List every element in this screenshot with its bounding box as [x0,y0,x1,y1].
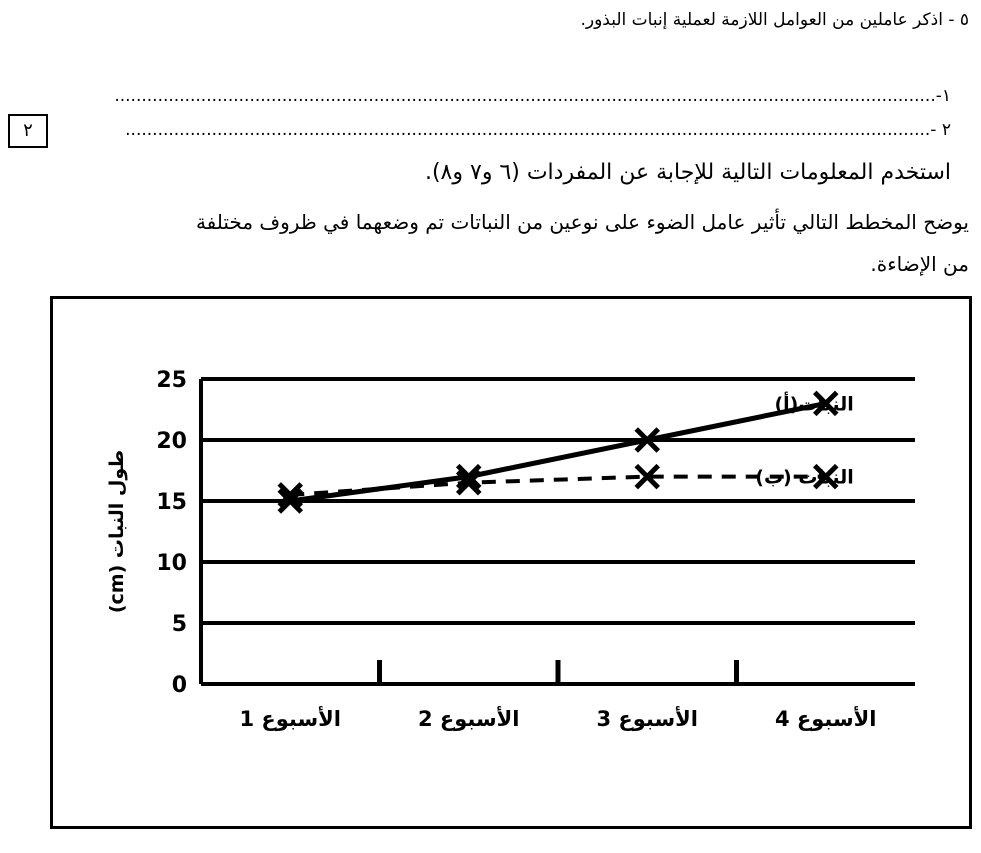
y-tick-label: 0 [171,673,187,698]
y-tick-label: 15 [156,490,187,515]
mark-box: ٢ [8,114,48,148]
x-tick-label: الأسبوع 4 [774,707,877,731]
legend-label-1: النبات(أ) [774,393,854,416]
x-tick-label: الأسبوع 1 [239,707,342,731]
description-line-2: من الإضاءة. [870,252,969,276]
y-tick-label: 25 [156,368,187,393]
chart-frame [50,296,972,829]
y-tick-label: 20 [156,429,187,454]
question-5: ٥ - اذكر عاملين من العوامل اللازمة لعملية إنبات البذور. [580,10,969,30]
legend-label-2: النبات (ب) [755,466,854,489]
x-tick-label: الأسبوع 3 [596,707,699,731]
instruction-text: استخدم المعلومات التالية للإجابة عن المفردات (٦ و٧ و٨). [424,160,951,185]
y-axis-label: طول النبات (cm) [106,449,128,614]
line-chart [53,299,969,826]
answer-line-2[interactable]: ٢ -..................................................................................................................................................... [125,120,951,140]
x-tick-label: الأسبوع 2 [417,707,520,731]
series-line-1 [290,403,826,501]
y-tick-label: 10 [156,551,187,576]
y-tick-label: 5 [171,612,187,637]
description-line-1: يوضح المخطط التالي تأثير عامل الضوء على نوعين من النباتات تم وضعهما في ظروف مختلفة [195,210,969,234]
answer-line-1[interactable]: ١-........................................................................................................................................................ [114,86,951,106]
